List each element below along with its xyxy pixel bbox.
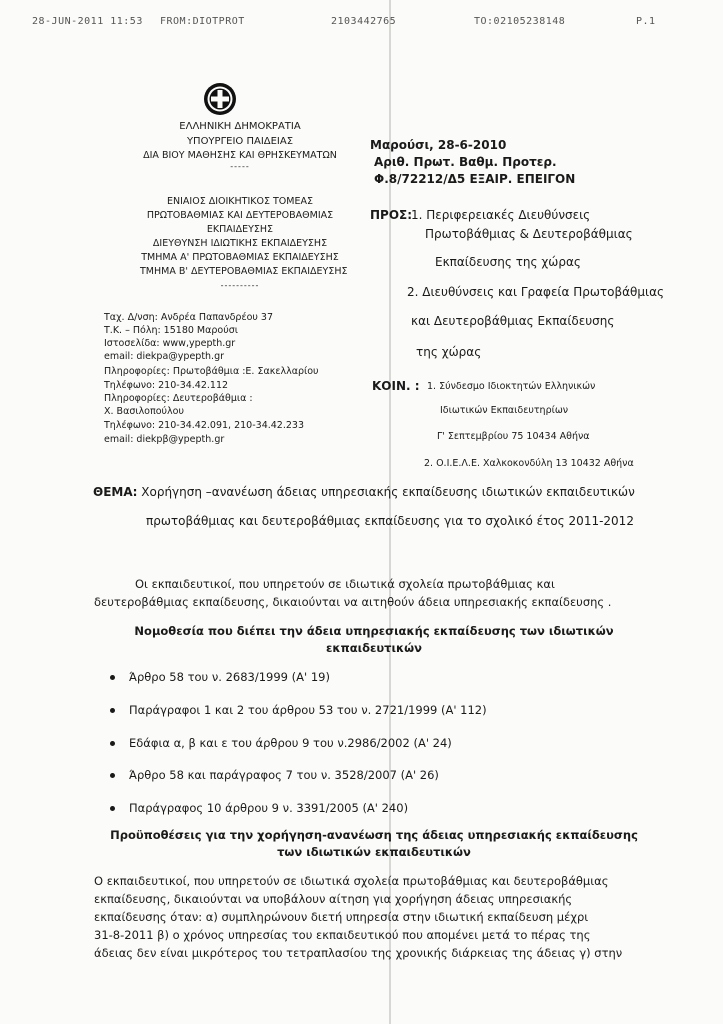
- department-line-5: ΤΜΗΜΑ Α' ΠΡΩΤΟΒΑΘΜΙΑΣ ΕΚΠΑΙΔΕΥΣΗΣ: [141, 252, 339, 263]
- subject-text-1: Χορήγηση –ανανέωση άδειας υπηρεσιακής εκπαίδευσης ιδιωτικών εκπαιδευτικών: [141, 485, 635, 499]
- fax-page: P.1: [636, 16, 656, 27]
- letterhead-separator: -----: [230, 162, 250, 171]
- cc-line-1: 1. Σύνδεσμο Ιδιοκτητών Ελληνικών: [427, 381, 596, 392]
- conditions-heading-2: των ιδιωτικών εκπαιδευτικών: [277, 845, 471, 859]
- contact-address: Ταχ. Δ/νση: Ανδρέα Παπανδρέου 37: [104, 312, 274, 323]
- intro-line-2: δευτεροβάθμιας εκπαίδευσης, δικαιούνται να αιτηθούν άδεια υπηρεσιακής εκπαίδευσης .: [94, 595, 612, 609]
- to-line-3: Εκπαίδευσης της χώρας: [435, 255, 581, 269]
- list-item: Παράγραφος 10 άρθρου 9 ν. 3391/2005 (Α' 240): [110, 801, 408, 815]
- bullet-icon: [110, 708, 115, 713]
- list-item: Παράγραφοι 1 και 2 του άρθρου 53 του ν. 2721/1999 (Α' 112): [110, 703, 487, 717]
- conditions-line-3: εκπαίδευσης όταν: α) συμπληρώνουν διετή υπηρεσία στην ιδιωτική εκπαίδευση μέχρι: [94, 910, 589, 924]
- contact-phone-secondary: Τηλέφωνο: 210-34.42.091, 210-34.42.233: [104, 420, 305, 431]
- department-line-2: ΠΡΩΤΟΒΑΘΜΙΑΣ ΚΑΙ ΔΕΥΤΕΡΟΒΑΘΜΙΑΣ: [146, 210, 334, 221]
- contact-email-1: email: diekpa@ypepth.gr: [104, 351, 225, 362]
- legislation-heading-1: Νομοθεσία που διέπει την άδεια υπηρεσιακής εκπαίδευσης των ιδιωτικών: [134, 624, 614, 638]
- subject-line-1: [93, 485, 635, 499]
- bullet-icon: [110, 806, 115, 811]
- letterhead-line-3: ΔΙΑ ΒΙΟΥ ΜΑΘΗΣΗΣ ΚΑΙ ΘΡΗΣΚΕΥΜΑΤΩΝ: [143, 150, 337, 161]
- department-line-3: ΕΚΠΑΙΔΕΥΣΗΣ: [206, 224, 274, 235]
- to-label: ΠΡΟΣ:: [370, 208, 413, 222]
- to-line-4: 2. Διευθύνσεις και Γραφεία Πρωτοβάθμιας: [407, 285, 665, 299]
- cc-label: ΚΟΙΝ. :: [372, 379, 420, 393]
- list-item: Εδάφια α, β και ε του άρθρου 9 του ν.2986/2002 (Α' 24): [110, 736, 452, 750]
- subject-line-2: πρωτοβάθμιας και δευτεροβάθμιας εκπαίδευσης για το σχολικό έτος 2011-2012: [146, 514, 634, 528]
- conditions-line-5: άδειας δεν είναι μικρότερος του τετραπλασίου της χρονικής διάρκειας της άδειας γ) στην: [94, 946, 623, 960]
- priority-label: Αριθ. Πρωτ. Βαθμ. Προτερ.: [374, 155, 557, 169]
- bullet-icon: [110, 741, 115, 746]
- letterhead-line-2: ΥΠΟΥΡΓΕΙΟ ΠΑΙΔΕΙΑΣ: [186, 136, 294, 147]
- fold-line: [389, 0, 391, 1024]
- protocol-number: Φ.8/72212/Δ5 ΕΞΑΙΡ. ΕΠΕΙΓΟΝ: [374, 172, 576, 186]
- to-line-2: Πρωτοβάθμιας & Δευτεροβάθμιας: [425, 227, 633, 241]
- conditions-line-4: 31-8-2011 β) ο χρόνος υπηρεσίας του εκπαιδευτικού που απομένει μετά το πέρας της: [94, 928, 591, 942]
- contact-email-2: email: diekpβ@ypepth.gr: [104, 434, 225, 445]
- to-line-1: 1. Περιφερειακές Διευθύνσεις: [411, 208, 591, 222]
- fax-number: 2103442765: [331, 16, 397, 27]
- fax-datetime: 28-JUN-2011 11:53: [32, 16, 143, 27]
- contact-info-secondary: Πληροφορίες: Δευτεροβάθμια :: [104, 393, 253, 404]
- conditions-line-2: εκπαίδευσης, δικαιούνται να υποβάλουν αίτηση για χορήγηση άδειας υπηρεσιακής: [94, 892, 573, 906]
- letterhead-line-1: ΕΛΛΗΝΙΚΗ ΔΗΜΟΚΡΑΤΙΑ: [179, 121, 301, 132]
- intro-line-1: Οι εκπαιδευτικοί, που υπηρετούν σε ιδιωτικά σχολεία πρωτοβάθμιας και: [135, 577, 555, 591]
- department-separator: ----------: [220, 281, 260, 290]
- cc-line-4: 2. Ο.Ι.Ε.Λ.Ε. Χαλκοκονδύλη 13 10432 Αθήνα: [424, 458, 634, 469]
- contact-phone-primary: Τηλέφωνο: 210-34.42.112: [104, 380, 229, 391]
- contact-website: Ιστοσελίδα: www,ypepth.gr: [104, 338, 236, 349]
- department-line-1: ΕΝΙΑΙΟΣ ΔΙΟΙΚΗΤΙΚΟΣ ΤΟΜΕΑΣ: [167, 196, 313, 207]
- list-item: Άρθρο 58 και παράγραφος 7 του ν. 3528/2007 (Α' 26): [110, 768, 439, 782]
- contact-info-primary: Πληροφορίες: Πρωτοβάθμια :Ε. Σακελλαρίου: [104, 366, 319, 377]
- conditions-heading-1: Προϋποθέσεις για την χορήγηση-ανανέωση της άδειας υπηρεσιακής εκπαίδευσης: [110, 828, 638, 842]
- bullet-icon: [110, 675, 115, 680]
- legislation-heading-2: εκπαιδευτικών: [326, 641, 422, 655]
- list-item: Άρθρο 58 του ν. 2683/1999 (Α' 19): [110, 670, 330, 684]
- fax-to: TO:02105238148: [474, 16, 566, 27]
- bullet-icon: [110, 773, 115, 778]
- to-line-6: της χώρας: [416, 345, 482, 359]
- greek-coat-of-arms-icon: [203, 82, 237, 116]
- contact-name-secondary: Χ. Βασιλοπούλου: [104, 406, 184, 417]
- to-line-5: και Δευτεροβάθμιας Εκπαίδευσης: [411, 314, 615, 328]
- department-line-6: ΤΜΗΜΑ Β' ΔΕΥΤΕΡΟΒΑΘΜΙΑΣ ΕΚΠΑΙΔΕΥΣΗΣ: [140, 266, 348, 277]
- cc-line-3: Γ' Σεπτεμβρίου 75 10434 Αθήνα: [437, 431, 590, 442]
- conditions-line-1: Ο εκπαιδευτικοί, που υπηρετούν σε ιδιωτικά σχολεία πρωτοβάθμιας και δευτεροβάθμιας: [94, 874, 609, 888]
- cc-line-2: Ιδιωτικών Εκπαιδευτηρίων: [440, 405, 569, 416]
- fax-from: FROM:DIOTPROT: [160, 16, 245, 27]
- department-line-4: ΔΙΕΥΘΥΝΣΗ ΙΔΙΩΤΙΚΗΣ ΕΚΠΑΙΔΕΥΣΗΣ: [152, 238, 328, 249]
- subject-label: ΘΕΜΑ:: [93, 485, 138, 499]
- place-date: Μαρούσι, 28-6-2010: [370, 138, 507, 152]
- contact-postcode: Τ.Κ. – Πόλη: 15180 Μαρούσι: [104, 325, 238, 336]
